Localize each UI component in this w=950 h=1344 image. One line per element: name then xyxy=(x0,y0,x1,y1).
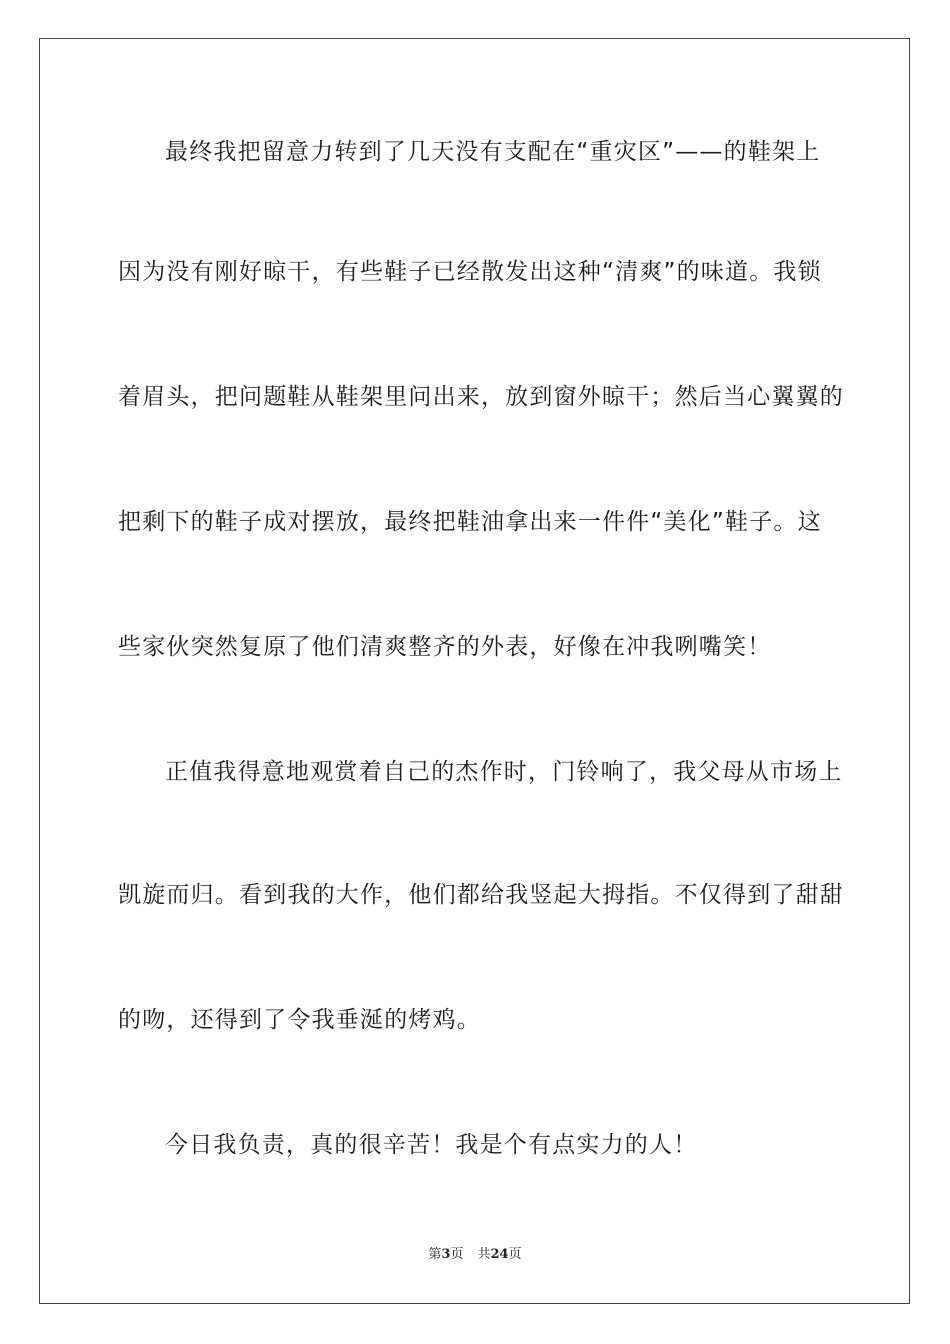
paragraph-line: 的吻，还得到了令我垂涎的烤鸡。 xyxy=(118,1007,481,1033)
paragraph-line: 凯旋而归。看到我的大作，他们都给我竖起大拇指。不仅得到了甜甜 xyxy=(118,882,844,908)
paragraph-line: 把剩下的鞋子成对摆放，最终把鞋油拿出来一件件“美化”鞋子。这 xyxy=(118,509,822,535)
paragraph-line: 今日我负责，真的很辛苦！我是个有点实力的人！ xyxy=(165,1132,698,1158)
paragraph-line: 最终我把留意力转到了几天没有支配在“重灾区”——的鞋架上 xyxy=(165,139,821,165)
footer-total-suffix: 页 xyxy=(508,1247,522,1262)
paragraph-line: 着眉头，把问题鞋从鞋架里问出来，放到窗外晾干；然后当心翼翼的 xyxy=(118,384,844,410)
total-page-count: 24 xyxy=(490,1247,509,1262)
footer-page-suffix: 页 xyxy=(450,1247,464,1262)
page-border xyxy=(39,38,910,1304)
paragraph-line: 些家伙突然复原了他们清爽整齐的外表，好像在冲我咧嘴笑！ xyxy=(118,634,772,660)
footer-total-prefix: 共 xyxy=(477,1247,491,1262)
paragraph-line: 因为没有刚好晾干，有些鞋子已经散发出这种“清爽”的味道。我锁 xyxy=(118,259,822,285)
page-footer xyxy=(0,1246,950,1264)
footer-prefix: 第 xyxy=(428,1247,442,1262)
paragraph-line: 正值我得意地观赏着自己的杰作时，门铃响了，我父母从市场上 xyxy=(165,759,843,785)
current-page-number: 3 xyxy=(441,1247,451,1262)
